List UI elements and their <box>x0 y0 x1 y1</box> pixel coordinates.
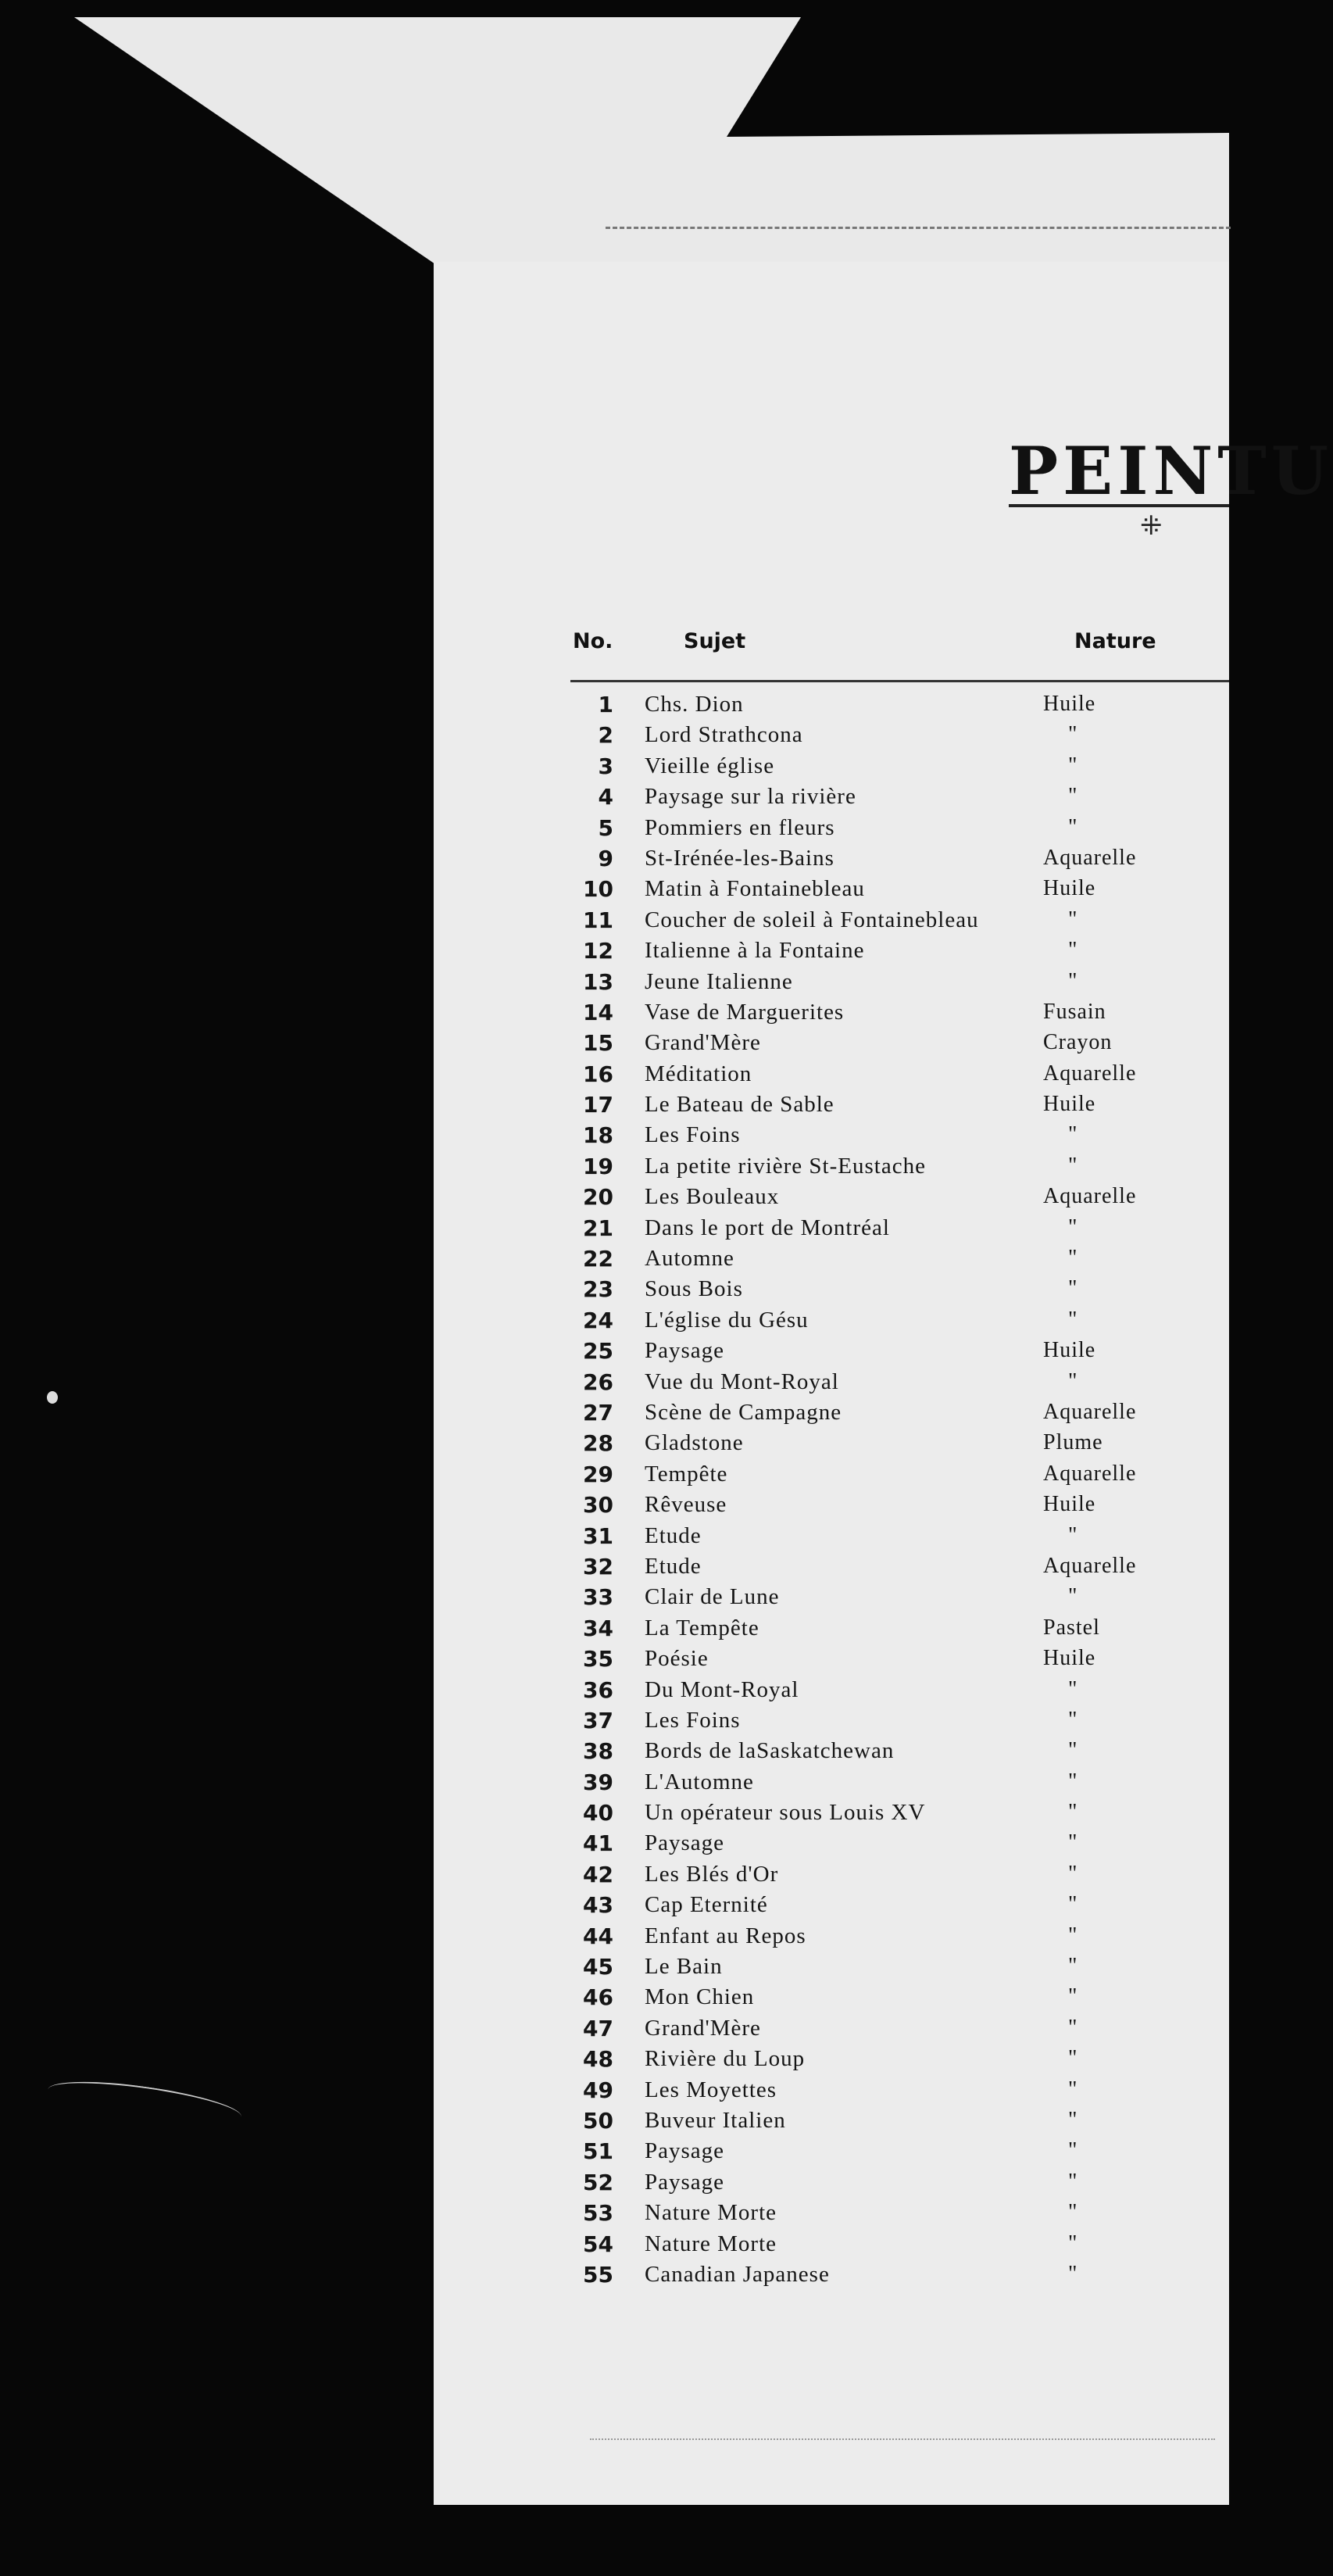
table-row <box>434 1244 1229 1275</box>
table-row <box>434 1614 1229 1644</box>
table-row <box>434 875 1229 905</box>
table-row <box>434 1121 1229 1151</box>
row-subject: Rêveuse <box>645 1492 727 1518</box>
row-medium: " <box>1068 968 1078 993</box>
row-subject: Le Bain <box>645 1954 723 1980</box>
row-number: 2 <box>598 722 613 749</box>
row-medium: " <box>1068 1830 1078 1855</box>
column-header-nature: Nature <box>1074 629 1156 653</box>
table-row <box>434 1182 1229 1213</box>
row-number: 29 <box>583 1461 613 1487</box>
row-medium: Aquarelle <box>1043 845 1137 870</box>
row-medium: " <box>1068 1892 1078 1917</box>
table-row <box>434 1214 1229 1244</box>
table-row <box>434 998 1229 1029</box>
row-medium: Aquarelle <box>1043 1184 1137 1209</box>
row-subject: Vue du Mont-Royal <box>645 1368 839 1394</box>
table-row <box>434 1522 1229 1552</box>
row-number: 41 <box>583 1830 613 1857</box>
row-subject: Les Blés d'Or <box>645 1861 779 1887</box>
row-number: 44 <box>583 1923 613 1949</box>
table-row <box>434 1922 1229 1952</box>
row-subject: Pommiers en fleurs <box>645 814 835 840</box>
table-row <box>434 1860 1229 1891</box>
row-subject: Nature Morte <box>645 2200 777 2226</box>
row-subject: Les Foins <box>645 1122 741 1148</box>
row-subject: Etude <box>645 1553 702 1579</box>
row-medium: " <box>1068 2046 1078 2071</box>
row-subject: Canadian Japanese <box>645 2261 830 2287</box>
table-row <box>434 1090 1229 1121</box>
row-number: 42 <box>583 1861 613 1887</box>
table-row <box>434 1798 1229 1829</box>
row-medium: " <box>1068 814 1078 839</box>
table-row <box>434 2168 1229 2199</box>
row-subject: L'Automne <box>645 1769 754 1794</box>
row-medium: Huile <box>1043 876 1096 901</box>
row-subject: Tempête <box>645 1461 728 1487</box>
table-row <box>434 1983 1229 2013</box>
row-medium: " <box>1068 1707 1078 1732</box>
row-medium: " <box>1068 1738 1078 1763</box>
row-medium: " <box>1068 1676 1078 1701</box>
row-medium: " <box>1068 2107 1078 2132</box>
table-row <box>434 936 1229 967</box>
row-number: 15 <box>583 1030 613 1057</box>
row-medium: Huile <box>1043 1492 1096 1517</box>
row-medium: " <box>1068 1923 1078 1948</box>
table-row <box>434 906 1229 936</box>
row-number: 34 <box>583 1615 613 1641</box>
row-medium: " <box>1068 2138 1078 2163</box>
row-medium: " <box>1068 1276 1078 1301</box>
row-subject: Les Bouleaux <box>645 1184 780 1210</box>
row-medium: " <box>1068 1522 1078 1547</box>
row-number: 23 <box>583 1276 613 1303</box>
row-medium: " <box>1068 1984 1078 2009</box>
row-subject: Buveur Italien <box>645 2107 786 2133</box>
row-medium: " <box>1068 907 1078 932</box>
row-number: 40 <box>583 1800 613 1826</box>
table-row <box>434 1152 1229 1182</box>
row-medium: " <box>1068 1769 1078 1794</box>
row-number: 54 <box>583 2231 613 2257</box>
ornament-icon: ⁜ <box>1140 512 1163 541</box>
table-row <box>434 1644 1229 1675</box>
row-number: 36 <box>583 1676 613 1703</box>
table-row <box>434 814 1229 844</box>
column-header-no: No. <box>573 629 613 653</box>
row-subject: Cap Eternité <box>645 1892 768 1918</box>
row-subject: Automne <box>645 1246 734 1272</box>
film-speck <box>47 1391 58 1404</box>
row-number: 10 <box>583 876 613 903</box>
table-row <box>434 2260 1229 2291</box>
row-subject: Vase de Marguerites <box>645 999 845 1025</box>
row-medium: " <box>1068 1122 1078 1147</box>
row-medium: Huile <box>1043 1646 1096 1671</box>
row-medium: " <box>1068 1800 1078 1825</box>
table-row <box>434 2106 1229 2137</box>
row-number: 32 <box>583 1553 613 1580</box>
row-subject: Paysage <box>645 1338 725 1364</box>
table-row <box>434 1768 1229 1798</box>
row-subject: Scène de Campagne <box>645 1399 842 1425</box>
row-subject: Rivière du Loup <box>645 2046 806 2072</box>
row-number: 25 <box>583 1338 613 1365</box>
row-subject: Etude <box>645 1522 702 1548</box>
row-subject: Bords de laSaskatchewan <box>645 1738 895 1764</box>
table-row <box>434 1275 1229 1305</box>
table-row <box>434 1368 1229 1398</box>
row-subject: Lord Strathcona <box>645 722 803 748</box>
table-row <box>434 782 1229 813</box>
row-number: 50 <box>583 2107 613 2134</box>
page-title: PEINTU <box>1009 432 1333 510</box>
row-number: 53 <box>583 2200 613 2227</box>
row-medium: " <box>1068 2261 1078 2286</box>
row-medium: Huile <box>1043 1338 1096 1363</box>
row-number: 45 <box>583 1954 613 1980</box>
row-number: 21 <box>583 1215 613 1241</box>
row-number: 26 <box>583 1368 613 1395</box>
table-row <box>434 1060 1229 1090</box>
table-row <box>434 2045 1229 2075</box>
row-medium: " <box>1068 2077 1078 2102</box>
row-subject: Dans le port de Montréal <box>645 1215 890 1240</box>
row-number: 4 <box>598 784 613 810</box>
bottom-dotted-line <box>590 2438 1215 2440</box>
row-subject: Enfant au Repos <box>645 1923 806 1948</box>
row-number: 1 <box>598 692 613 717</box>
row-number: 52 <box>583 2169 613 2195</box>
table-row <box>434 1398 1229 1429</box>
row-number: 38 <box>583 1738 613 1765</box>
row-subject: Paysage <box>645 2138 725 2164</box>
table-row <box>434 1029 1229 1059</box>
row-subject: Poésie <box>645 1646 709 1672</box>
table-row <box>434 1676 1229 1706</box>
row-medium: Fusain <box>1043 999 1106 1024</box>
table-row <box>434 1460 1229 1490</box>
row-medium: Huile <box>1043 1092 1096 1117</box>
row-subject: St-Irénée-les-Bains <box>645 845 834 871</box>
row-subject: Italienne à la Fontaine <box>645 938 865 964</box>
row-medium: " <box>1068 2231 1078 2256</box>
row-subject: L'église du Gésu <box>645 1307 809 1333</box>
table-row <box>434 1737 1229 1767</box>
table-row <box>434 1829 1229 1859</box>
title-underline <box>1009 504 1229 507</box>
row-medium: " <box>1068 1954 1078 1979</box>
row-number: 55 <box>583 2261 613 2288</box>
table-row <box>434 2230 1229 2260</box>
row-subject: Sous Bois <box>645 1276 743 1302</box>
table-row <box>434 721 1229 751</box>
row-subject: La Tempête <box>645 1615 759 1640</box>
row-subject: Les Moyettes <box>645 2077 777 2102</box>
row-number: 49 <box>583 2077 613 2103</box>
table-row <box>434 844 1229 875</box>
row-subject: Méditation <box>645 1061 752 1086</box>
row-number: 22 <box>583 1246 613 1272</box>
row-number: 51 <box>583 2138 613 2165</box>
row-number: 11 <box>583 907 613 933</box>
row-medium: Aquarelle <box>1043 1061 1137 1086</box>
table-row <box>434 1706 1229 1737</box>
row-medium: " <box>1068 2015 1078 2040</box>
table-row <box>434 1306 1229 1336</box>
row-subject: Grand'Mère <box>645 2015 761 2041</box>
row-subject: Le Bateau de Sable <box>645 1092 834 1118</box>
row-number: 30 <box>583 1492 613 1519</box>
row-medium: " <box>1068 1861 1078 1886</box>
row-medium: Crayon <box>1043 1030 1113 1055</box>
row-subject: Paysage <box>645 1830 725 1856</box>
row-number: 18 <box>583 1122 613 1149</box>
table-row <box>434 2199 1229 2229</box>
row-subject: Vieille église <box>645 753 775 778</box>
artwork-list <box>434 690 1229 2291</box>
row-medium: Pastel <box>1043 1615 1100 1640</box>
row-medium: Aquarelle <box>1043 1553 1137 1578</box>
row-subject: Nature Morte <box>645 2231 777 2256</box>
row-subject: Coucher de soleil à Fontainebleau <box>645 907 979 932</box>
row-number: 24 <box>583 1307 613 1333</box>
row-subject: Mon Chien <box>645 1984 755 2010</box>
row-medium: Aquarelle <box>1043 1399 1137 1424</box>
table-row <box>434 1891 1229 1921</box>
row-medium: " <box>1068 753 1078 778</box>
row-subject: Du Mont-Royal <box>645 1676 799 1702</box>
row-subject: Un opérateur sous Louis XV <box>645 1800 926 1826</box>
row-subject: Paysage sur la rivière <box>645 784 856 810</box>
table-row <box>434 2137 1229 2167</box>
row-subject: Gladstone <box>645 1430 744 1456</box>
table-row <box>434 1952 1229 1983</box>
row-number: 27 <box>583 1399 613 1426</box>
row-medium: Huile <box>1043 692 1096 716</box>
row-number: 33 <box>583 1584 613 1611</box>
row-medium: " <box>1068 938 1078 963</box>
row-number: 14 <box>583 999 613 1025</box>
row-subject: Grand'Mère <box>645 1030 761 1056</box>
table-row <box>434 1336 1229 1367</box>
table-row <box>434 1429 1229 1459</box>
row-medium: " <box>1068 1584 1078 1609</box>
row-medium: " <box>1068 1246 1078 1271</box>
row-medium: " <box>1068 2200 1078 2225</box>
row-subject: Clair de Lune <box>645 1584 780 1610</box>
row-medium: " <box>1068 722 1078 747</box>
row-medium: " <box>1068 2169 1078 2194</box>
row-number: 48 <box>583 2046 613 2073</box>
row-medium: Plume <box>1043 1430 1103 1455</box>
row-number: 43 <box>583 1892 613 1919</box>
table-row <box>434 690 1229 721</box>
row-subject: La petite rivière St-Eustache <box>645 1153 926 1179</box>
row-subject: Jeune Italienne <box>645 968 793 994</box>
row-number: 20 <box>583 1184 613 1211</box>
top-dashed-line <box>606 227 1231 229</box>
row-subject: Les Foins <box>645 1707 741 1733</box>
row-number: 16 <box>583 1061 613 1087</box>
row-subject: Chs. Dion <box>645 692 744 717</box>
table-row <box>434 752 1229 782</box>
row-number: 37 <box>583 1707 613 1733</box>
row-number: 28 <box>583 1430 613 1457</box>
header-rule <box>570 680 1229 682</box>
row-number: 9 <box>598 845 613 871</box>
row-number: 17 <box>583 1092 613 1118</box>
row-medium: " <box>1068 1153 1078 1178</box>
table-row <box>434 2076 1229 2106</box>
row-number: 13 <box>583 968 613 995</box>
catalogue-page <box>434 262 1333 2505</box>
row-medium: Aquarelle <box>1043 1461 1137 1486</box>
row-number: 35 <box>583 1646 613 1673</box>
row-number: 31 <box>583 1522 613 1549</box>
row-medium: " <box>1068 784 1078 809</box>
table-row <box>434 968 1229 998</box>
row-medium: " <box>1068 1368 1078 1394</box>
row-number: 46 <box>583 1984 613 2011</box>
table-row <box>434 1490 1229 1521</box>
table-row <box>434 1552 1229 1583</box>
row-number: 39 <box>583 1769 613 1795</box>
row-medium: " <box>1068 1307 1078 1332</box>
table-row <box>434 1583 1229 1613</box>
row-number: 12 <box>583 938 613 964</box>
column-header-sujet: Sujet <box>684 629 746 653</box>
row-subject: Paysage <box>645 2169 725 2195</box>
table-row <box>434 2014 1229 2045</box>
row-subject: Matin à Fontainebleau <box>645 876 865 902</box>
row-number: 47 <box>583 2015 613 2041</box>
row-number: 3 <box>598 753 613 779</box>
row-medium: " <box>1068 1215 1078 1240</box>
row-number: 5 <box>598 814 613 841</box>
row-number: 19 <box>583 1153 613 1179</box>
